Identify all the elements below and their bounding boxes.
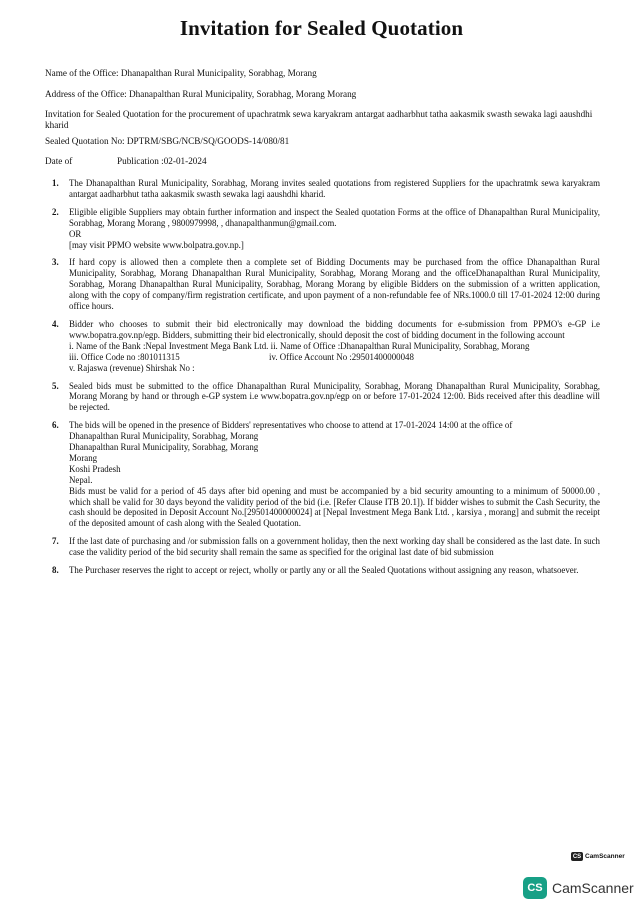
- opening-address-line: Koshi Pradesh: [69, 463, 121, 474]
- clause-5: [45, 381, 600, 414]
- clause-text: The Dhanapalthan Rural Municipality, Sorabhag, Morang invites sealed quotations from registered Suppliers for the upachratmk sewa karyakram antargat aadharbhut tatha aakasmik swasth sewaka lagi aaushdhi kharid.: [69, 178, 600, 199]
- ppmo-website-note: [may visit PPMO website www.bolpatra.gov.np.]: [69, 239, 244, 250]
- date-value: Publication :02-01-2024: [117, 156, 207, 166]
- rajaswa-shirshak: v. Rajaswa (revenue) Shirshak No :: [69, 362, 195, 373]
- clause-text: The bids will be opened in the presence of Bidders' representatives who choose to attend at 17-01-2024 14:00 at the office of: [69, 420, 513, 431]
- clause-8: [45, 565, 600, 576]
- publication-date: [45, 156, 605, 167]
- date-label: Date of: [45, 156, 73, 166]
- opening-address-line: Dhanapalthan Rural Municipality, Sorabhag, Morang: [69, 442, 259, 453]
- clause-number: 2.: [52, 206, 59, 217]
- clauses-list: [45, 178, 600, 583]
- clause-text: Bidder who chooses to submit their bid electronically may download the bidding documents for e-submission from PPMO's e-GP i.e www.bopatra.gov.np/egp. Bidders, submitting their bid electronically, should deposit the cost of bidding document in the following account: [69, 318, 600, 340]
- clause-number: 4.: [52, 318, 59, 329]
- camscanner-small-text: CamScanner: [585, 853, 625, 860]
- clause-text: Eligible eligible Suppliers may obtain further information and inspect the Sealed quotation Forms at the office of Dhanapalthan Rural Municipality, Sorabhag, Morang Morang , 9800979998, , dhanapalthanmun@gmail.com.: [69, 206, 600, 228]
- clause-or: OR: [69, 228, 82, 239]
- clause-2: [45, 207, 600, 251]
- office-address: Address of the Office: Dhanapalthan Rural Municipality, Sorabhag, Morang Morang: [45, 89, 357, 99]
- clause-number: 3.: [52, 257, 59, 268]
- office-code: iii. Office Code no :801011315: [69, 351, 180, 362]
- clause-number: 6.: [52, 420, 59, 431]
- clause-7: [45, 536, 600, 558]
- clause-text: Sealed bids must be submitted to the office Dhanapalthan Rural Municipality, Sorabhag, Morang Dhanapalthan Rural Municipality, Sorabhag, Morang Morang by hand or through e-GP system i.e www.bopatra.gov.np/egp on or before 17-01-2024 12:00. Bids received after this deadline will be rejected.: [69, 380, 600, 413]
- opening-address-line: Nepal.: [69, 474, 93, 485]
- page-title: Invitation for Sealed Quotation: [179, 16, 464, 40]
- clause-3: [45, 257, 600, 312]
- camscanner-small-watermark: [571, 851, 625, 862]
- clause-number: 1.: [52, 178, 59, 188]
- clause-number: 5.: [52, 380, 59, 391]
- bank-details: i. Name of the Bank :Nepal Investment Mega Bank Ltd. ii. Name of Office :Dhanapalthan Rural Municipality, Sorabhag, Morang: [69, 340, 530, 351]
- clause-6: [45, 420, 600, 529]
- bid-validity-text: Bids must be valid for a period of 45 days after bid opening and must be accompanied by a bid security amounting to a minimum of 50000.00 , which shall be valid for 30 days beyond the validity period of the bid (i.e. [Refer Clause ITB 20.1]). If bidder wishes to submit the Cash Security, the cash should be deposited in Deposit Account No.[29501400000024] at [Nepal Investment Mega Bank Ltd. , karsiya , morang] and submit the receipt of the deposited amount of cash along with the Sealed Quotation.: [69, 485, 600, 529]
- clause-text: If the last date of purchasing and /or submission falls on a government holiday, then the next working day shall be considered as the last date. In such case the validity period of the bid security shall remain the same as specified for the original last date of bid submission: [69, 536, 600, 558]
- opening-address-line: Dhanapalthan Rural Municipality, Sorabhag, Morang: [69, 431, 259, 442]
- office-name: Name of the Office: Dhanapalthan Rural Municipality, Sorabhag, Morang: [45, 68, 317, 78]
- procurement-description: Invitation for Sealed Quotation for the procurement of upachratmk sewa karyakram antargat aadharbhut tatha aakasmik swasth sewaka lagi aaushdhi kharid: [45, 109, 593, 130]
- camscanner-watermark: [523, 876, 634, 900]
- clause-text: The Purchaser reserves the right to accept or reject, wholly or partly any or all the Sealed Quotations without assigning any reason, whatsoever.: [69, 565, 579, 576]
- camscanner-text: CamScanner: [552, 880, 634, 896]
- quotation-number: Sealed Quotation No: DPTRM/SBG/NCB/SQ/GOODS-14/080/81: [45, 136, 290, 146]
- clause-1: [45, 178, 600, 200]
- clause-text: If hard copy is allowed then a complete then a complete set of Bidding Documents may be purchased from the office Dhanapalthan Rural Municipality, Sorabhag, Morang Dhanapalthan Rural Municipality, Sorabhag, Morang Morang and the officeDhanapalthan Rural Municipality, Sorabhag, Morang Dhanapalthan Rural Municipality, Sorabhag, Morang Morang by eligible Bidders on the submission of a written application, along with the copy of company/firm registration certificate, and upon payment of a non-refundable fee of NRs.1000.0 till 17-01-2024 12:00 during office hours.: [69, 257, 600, 312]
- camscanner-logo-icon: CS: [572, 853, 582, 860]
- camscanner-logo-icon: CS: [523, 877, 547, 899]
- opening-address-line: Morang: [69, 452, 98, 463]
- clause-number: 8.: [52, 565, 59, 576]
- clause-number: 7.: [52, 536, 59, 547]
- clause-4: [45, 319, 600, 374]
- office-account: iv. Office Account No :29501400000048: [269, 351, 414, 362]
- account-row: [69, 352, 600, 363]
